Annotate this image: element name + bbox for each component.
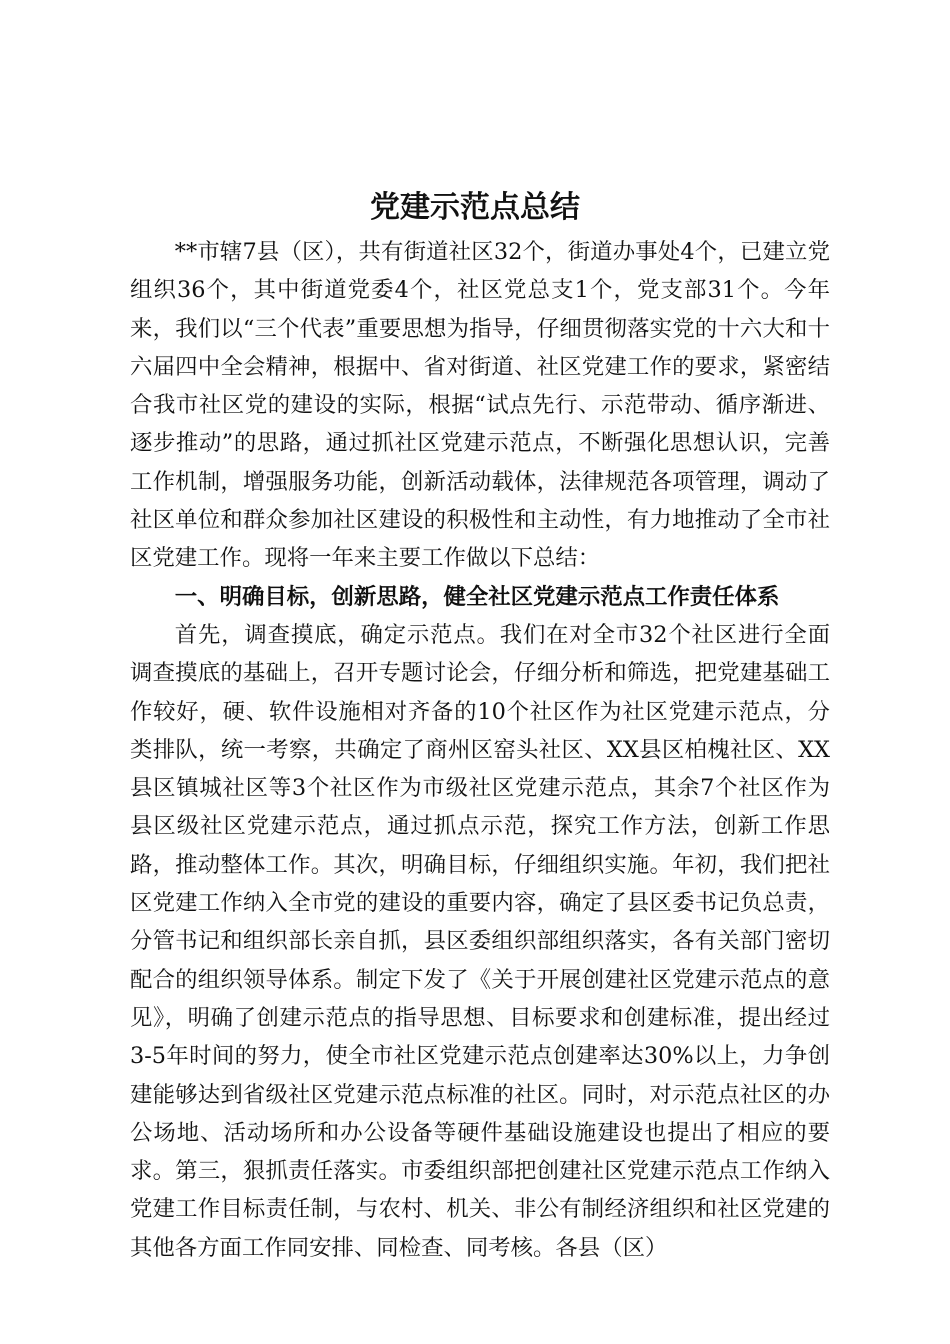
intro-paragraph: **市辖7县（区），共有街道社区32个，街道办事处4个，已建立党组织36个，其中街道党委4个，社区党总支1个，党支部31个。今年来，我们以“三个代表”重要思想为指导，仔细贯彻落实党的十六大和十六届四中全会精神，根据中、省对街道、社区党建工作的要求，紧密结合我市社区党的建设的实际，根据“试点先行、示范带动、循序渐进、逐步推动”的思路，通过抓社区党建示范点，不断强化思想认识，完善工作机制，增强服务功能，创新活动载体，法律规范各项管理，调动了社区单位和群众参加社区建设的积极性和主动性，有力地推动了全市社区党建工作。现将一年来主要工作做以下总结： [130, 239, 830, 572]
document-body [130, 233, 830, 1267]
section-paragraph: 首先，调查摸底，确定示范点。我们在对全市32个社区进行全面调查摸底的基础上，召开专题讨论会，仔细分析和筛选，把党建基础工作较好，硬、软件设施相对齐备的10个社区作为社区党建示范点，分类排队，统一考察，共确定了商州区窑头社区、XX县区柏槐社区、XX县区镇城社区等3个社区作为市级社区党建示范点，其余7个社区作为县区级社区党建示范点，通过抓点示范，探究工作方法，创新工作思路，推动整体工作。其次，明确目标，仔细组织实施。年初，我们把社区党建工作纳入全市党的建设的重要内容，确定了县区委书记负总责，分管书记和组织部长亲自抓，县区委组织部组织落实，各有关部门密切配合的组织领导体系。制定下发了《关于开展创建社区党建示范点的意见》，明确了创建示范点的指导思想、目标要求和创建标准，提出经过3-5年时间的努力，使全市社区党建示范点创建率达30%以上，力争创建能够达到省级社区党建示范点标准的社区。同时，对示范点社区的办公场地、活动场所和办公设备等硬件基础设施建设也提出了相应的要求。第三，狠抓责任落实。市委组织部把创建社区党建示范点工作纳入党建工作目标责任制，与农村、机关、非公有制经济组织和社区党建的其他各方面工作同安排、同检查、同考核。各县（区） [130, 621, 830, 1261]
document-title: 党建示范点总结 [370, 190, 580, 225]
section-heading: 一、明确目标，创新思路，健全社区党建示范点工作责任体系 [174, 583, 780, 610]
